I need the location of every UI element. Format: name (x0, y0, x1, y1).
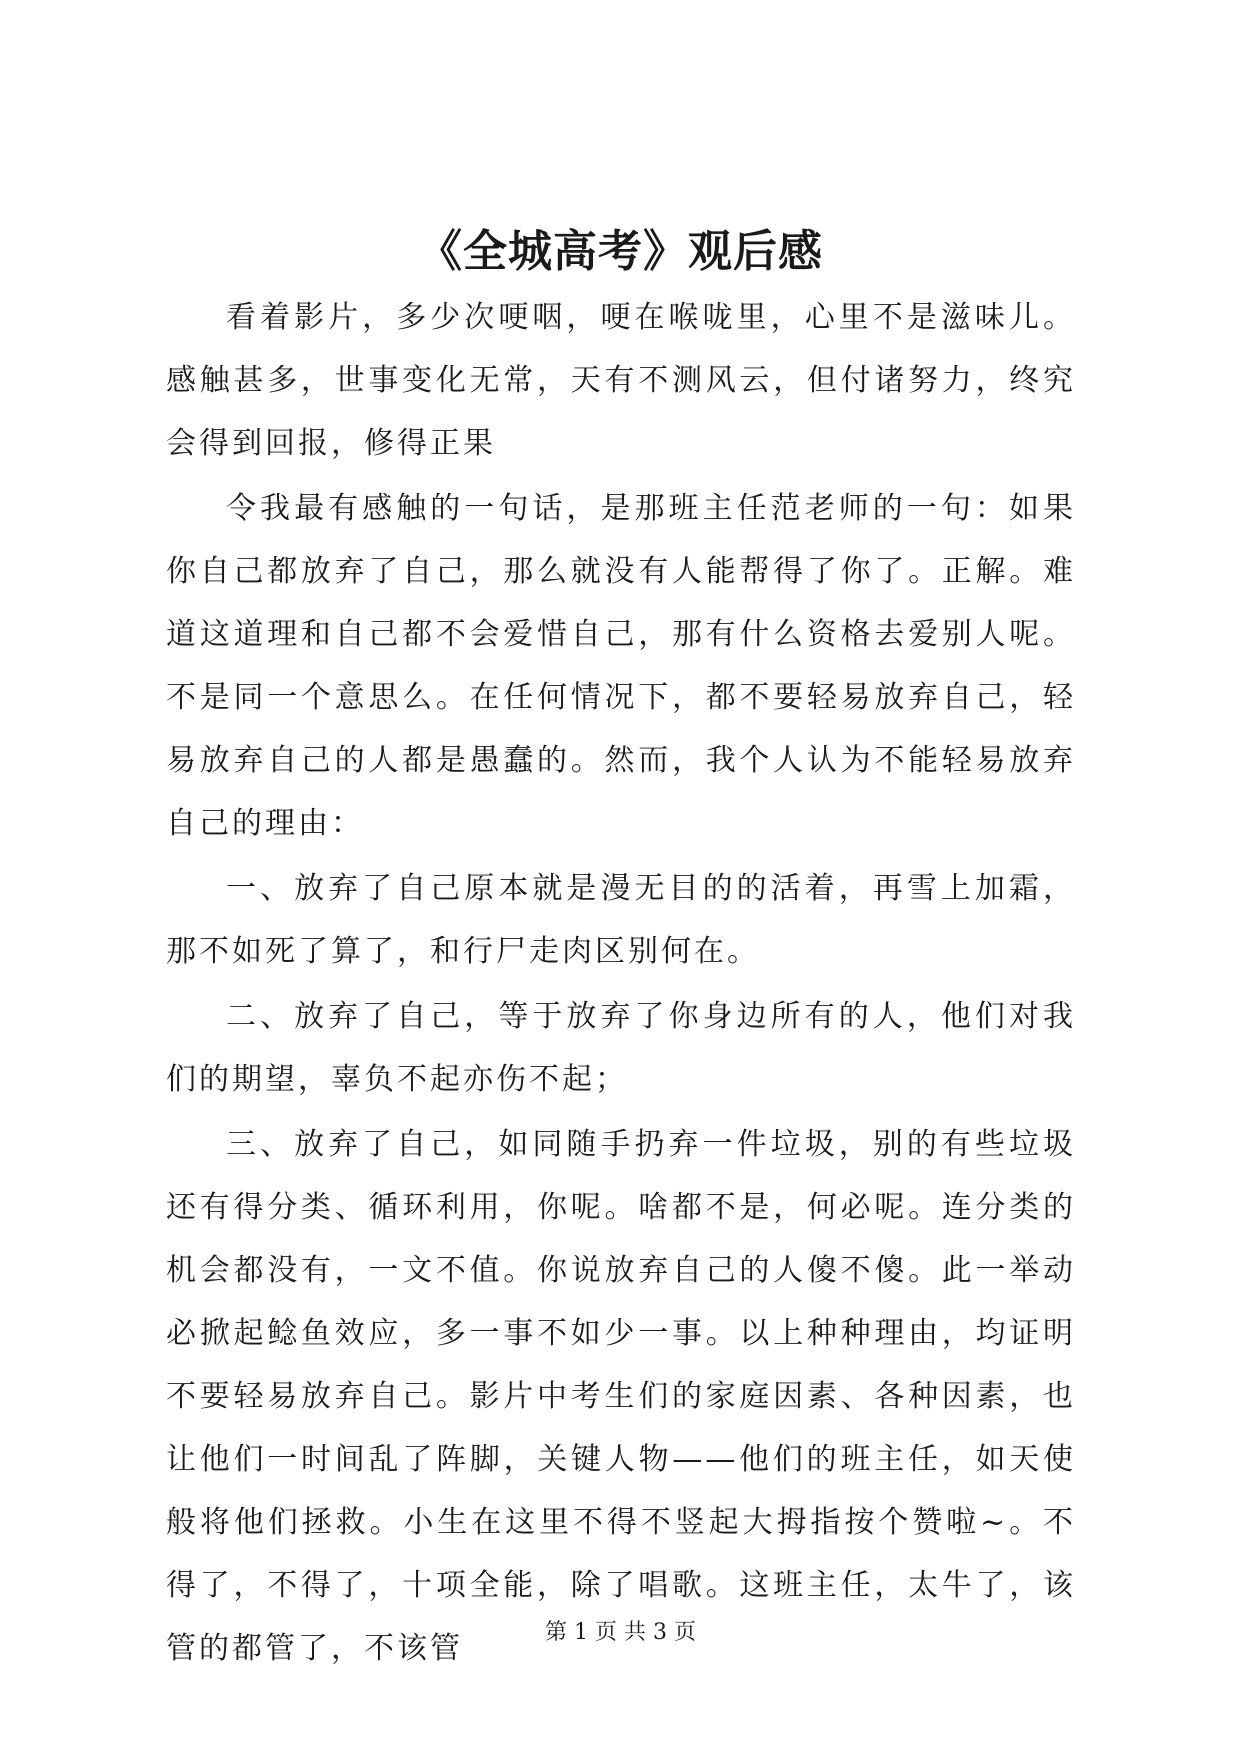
paragraph-1: 看着影片，多少次哽咽，哽在喉咙里，心里不是滋味儿。感触甚多，世事变化无常，天有不测风云，但付诸努力，终究会得到回报，修得正果 (166, 300, 1076, 461)
page-footer: 第 1 页 共 3 页 (545, 1620, 696, 1645)
document-title: 《全城高考》观后感 (418, 226, 823, 277)
paragraph-5: 三、放弃了自己，如同随手扔弃一件垃圾，别的有些垃圾还有得分类、循环利用，你呢。啥都不是，何必呢。连分类的机会都没有，一文不值。你说放弃自己的人傻不傻。此一举动必掀起鲶鱼效应，多一事不如少一事。以上种种理由，均证明不要轻易放弃自己。影片中考生们的家庭因素、各种因素，也让他们一时间乱了阵脚，关键人物——他们的班主任，如天使般将他们拯救。小生在这里不得不竖起大拇指按个赞啦~。不得了，不得了，十项全能，除了唱歌。这班主任，太牛了，该管的都管了，不该管 (166, 1127, 1076, 1666)
paragraph-2: 令我最有感触的一句话，是那班主任范老师的一句：如果你自己都放弃了自己，那么就没有人能帮得了你了。正解。难道这道理和自己都不会爱惜自己，那有什么资格去爱别人呢。不是同一个意思么。在任何情况下，都不要轻易放弃自己，轻易放弃自己的人都是愚蠢的。然而，我个人认为不能轻易放弃自己的理由： (166, 491, 1076, 841)
document-body (166, 286, 1076, 1682)
paragraph-3: 一、放弃了自己原本就是漫无目的的活着，再雪上加霜，那不如死了算了，和行尸走肉区别何在。 (166, 871, 1076, 969)
paragraph-4: 二、放弃了自己，等于放弃了你身边所有的人，他们对我们的期望，辜负不起亦伤不起； (166, 999, 1076, 1097)
